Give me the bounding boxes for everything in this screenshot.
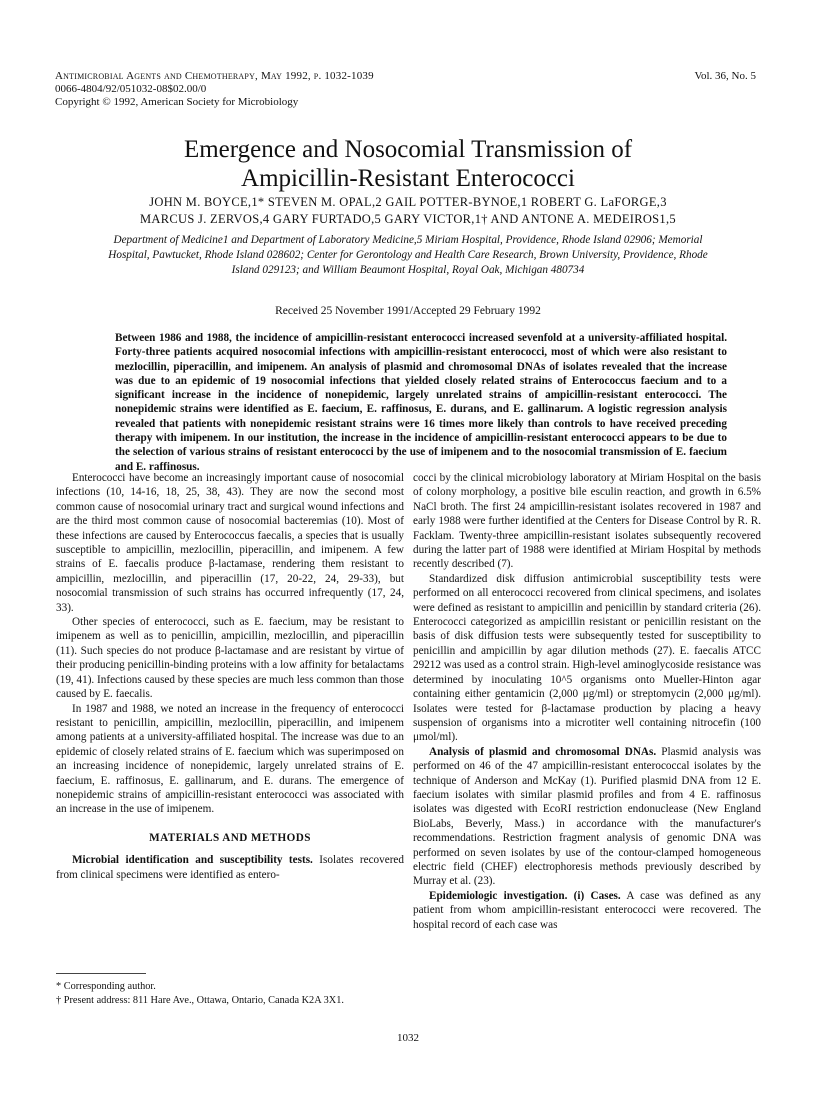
author-list [60,194,756,228]
article-title [60,135,756,193]
methods-paragraph-2: Standardized disk diffusion antimicrobial susceptibility tests were performed on all enterococci recovered from clinical specimens, and isolates were defined as resistant to ampicillin and penicillin by standard criteria (26). Enterococci categorized as ampicillin resistant or penicillin resistant on the basis of disk diffusion tests were subsequently tested for susceptibility to penicillin and ampicillin by agar dilution methods (27). E. faecalis ATCC 29212 was used as a control strain. High-level aminoglycoside resistance was determined by inoculating 10^5 organisms onto Mueller-Hinton agar containing either gentamicin (2,000 μg/ml) or streptomycin (2,000 μg/ml). Isolates were tested for β-lactamase production by placing a heavy suspension of organisms into a microtiter well containing nitrocefin (100 μmol/ml). [413,572,761,744]
run-in-heading: Analysis of plasmid and chromosomal DNAs. [429,745,657,758]
title-line-2: Ampicillin-Resistant Enterococci [241,165,575,192]
methods-paragraph-continued: cocci by the clinical microbiology laboratory at Miriam Hospital on the basis of colony morphology, a positive bile esculin reaction, and growth in 6.5% NaCl broth. The first 24 ampicillin-resistant isolates recovered in 1987 and early 1988 were further identified at the Centers for Disease Control by R. R. Facklam. Twenty-three ampicillin-resistant isolates subsequently recovered during the latter part of 1988 were identified at Miriam Hospital by methods recently described (7). [413,472,761,571]
right-column [413,471,761,932]
intro-paragraph-3: In 1987 and 1988, we noted an increase in the frequency of enterococci resistant to penicillin, ampicillin, mezlocillin, piperacillin, and imipenem among patients at a university-affiliated hospital. The increase was due to an epidemic of closely related strains of E. faecium which was superimposed on an increasing incidence of nonepidemic, largely unrelated strains of E. faecium, E. raffinosus, E. gallinarum, and E. durans. The emergence of nonepidemic strains of ampicillin-resistant enterococci was associated with an increase in the use of imipenem. [56,702,404,816]
section-heading: MATERIALS AND METHODS [149,831,311,844]
footnote-corresponding: * Corresponding author. [56,981,156,992]
intro-paragraph-2: Other species of enterococci, such as E. faecium, may be resistant to imipenem as well as to penicillin, ampicillin, mezlocillin, and piperacillin (11). Such species do not produce β-lactamase and are resistant by virtue of their producing penicillin-binding proteins with a low affinity for betalactams (19, 41). Infections caused by these species are much less common than those caused by E. faecalis. [56,616,404,701]
authors-line-2: MARCUS J. ZERVOS,4 GARY FURTADO,5 GARY VICTOR,1† AND ANTONE A. MEDEIROS1,5 [140,212,676,226]
footnote-present-address: † Present address: 811 Hare Ave., Ottawa, Ontario, Canada K2A 3X1. [56,995,344,1006]
methods-paragraph-4 [413,889,761,932]
volume-number: Vol. 36, No. 5 [694,70,756,82]
journal-citation: Antimicrobial Agents and Chemotherapy, May 1992, p. 1032-1039 [55,70,374,82]
paragraph-body: Plasmid analysis was performed on 46 of the 47 ampicillin-resistant enterococcal isolates by the technique of Anderson and McKay (1). Purified plasmid DNA from 12 E. faecium isolates with similar plasmid profiles and from 4 E. raffinosus isolates was digested with EcoRI restriction endonuclease (New England BioLabs, Beverly, Mass.) in accordance with the manufacturer's recommendations. Restriction fragment analysis of genomic DNA was performed on seven isolates by use of the contour-clamped homogeneous electric field (CHEF) electrophoresis methods previously described by Murray et al. (23). [413,745,762,888]
article-code: 0066-4804/92/051032-08$02.00/0 [55,83,207,95]
authors-line-1: JOHN M. BOYCE,1* STEVEN M. OPAL,2 GAIL POTTER-BYNOE,1 ROBERT G. LaFORGE,3 [149,195,667,209]
intro-paragraph-1: Enterococci have become an increasingly important cause of nosocomial infections (10, 14-16, 18, 25, 38, 43). They are now the second most common cause of nosocomial urinary tract and surgical wound infections and are the third most common cause of nosocomial bacteremias (10). Most of these infections are caused by Enterococcus faecalis, a species that is usually susceptible to ampicillin, mezlocillin, piperacillin, and imipenem. A few strains of E. faecalis produce β-lactamase, rendering them resistant to ampicillin, mezlocillin, and piperacillin (17, 20-22, 24, 29-33), but nosocomial transmission of such strains has occurred infrequently (17, 24, 33). [56,472,404,614]
run-in-heading: Microbial identification and susceptibility tests. [72,854,313,867]
run-in-heading: Epidemiologic investigation. (i) Cases. [429,889,621,902]
paragraph-body: Isolates recovered from clinical specimens were identified as entero- [56,854,404,881]
title-line-1: Emergence and Nosocomial Transmission of [183,136,633,163]
footnote-rule [56,973,146,974]
paragraph-body: A case was defined as any patient from whom ampicillin-resistant enterococci were recovered. The hospital record of each case was [413,889,761,931]
abstract: Between 1986 and 1988, the incidence of ampicillin-resistant enterococci increased sevenfold at a university-affiliated hospital. Forty-three patients acquired nosocomial infections with ampicillin-resistant enterococci, most of which were also resistant to mezlocillin, piperacillin, and imipenem. An analysis of plasmid and chromosomal DNAs of isolates revealed that the increase was due to an epidemic of 19 nosocomial infections that yielded closely related strains of Enterococcus faecium and to a significant increase in the incidence of nonepidemic, largely unrelated strains of ampicillin-resistant enterococci. The nonepidemic strains were identified as E. faecium, E. raffinosus, E. durans, and E. gallinarum. A logistic regression analysis revealed that patients with nonepidemic resistant strains were 16 times more likely than controls to have received preceding therapy with imipenem. In our institution, the increase in the incidence of ampicillin-resistant enterococci appears to be due to the selection of various strains of resistant enterococci by the use of imipenem and to the nosocomial transmission of E. faecium and E. raffinosus. [115,332,727,473]
methods-paragraph-3 [413,745,761,889]
copyright-line: Copyright © 1992, American Society for Microbiology [55,96,299,108]
received-dates: Received 25 November 1991/Accepted 29 February 1992 [275,305,541,317]
affiliations: Department of Medicine1 and Department of Laboratory Medicine,5 Miriam Hospital, Providence, Rhode Island 02906; Memorial Hospital, Pawtucket, Rhode Island 028602; Center for Gerontology and Health Care Research, Brown University, Providence, Rhode Island 029123; and William Beaumont Hospital, Royal Oak, Michigan 480734 [108,234,708,276]
left-column [56,471,404,882]
page-number: 1032 [397,1032,419,1044]
methods-paragraph-1 [56,853,404,882]
